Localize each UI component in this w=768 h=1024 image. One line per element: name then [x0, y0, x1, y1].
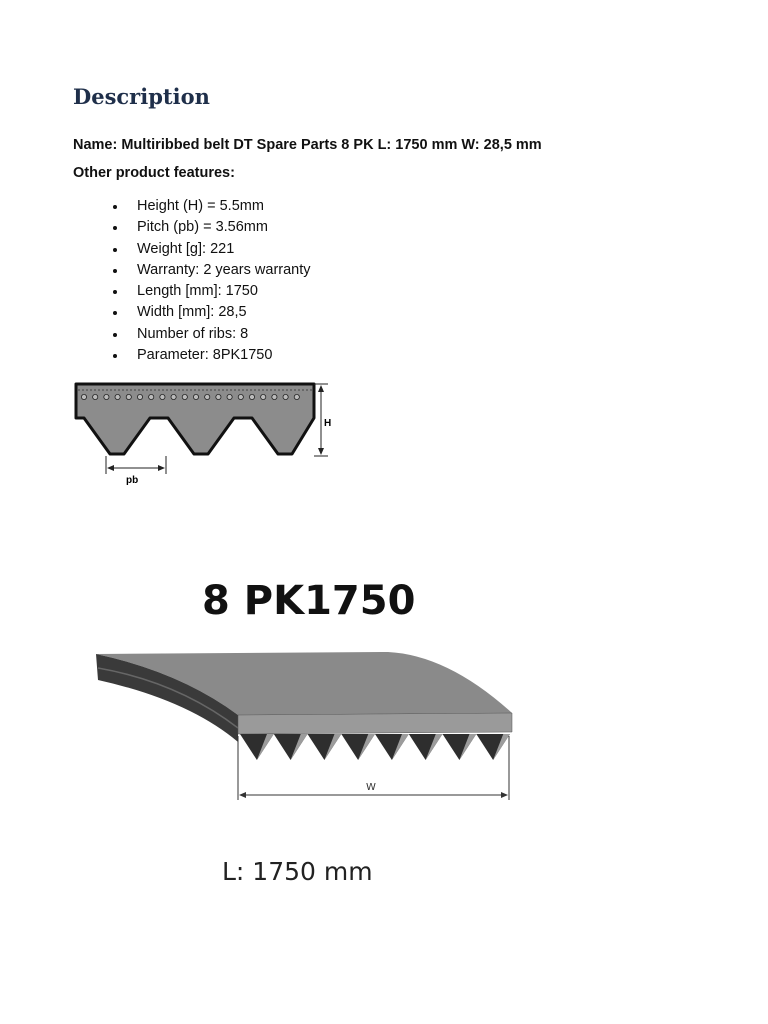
cord-dot — [171, 394, 176, 399]
list-item: Parameter: 8PK1750 — [110, 345, 311, 366]
belt-ribs — [240, 734, 510, 760]
list-item: Length [mm]: 1750 — [110, 281, 311, 302]
height-label: H — [324, 418, 332, 429]
list-item: Height (H) = 5.5mm — [110, 196, 311, 217]
list-item: Warranty: 2 years warranty — [110, 260, 311, 281]
cord-dot — [160, 394, 165, 399]
belt-front-band — [238, 713, 512, 734]
list-item: Weight [g]: 221 — [110, 239, 311, 260]
cord-dot — [227, 394, 232, 399]
cord-dot — [81, 394, 86, 399]
cord-dot — [137, 394, 142, 399]
cord-dot — [126, 394, 131, 399]
cord-dot — [294, 394, 299, 399]
cord-dot — [149, 394, 154, 399]
features-list — [110, 196, 311, 366]
width-label: W — [366, 782, 376, 793]
cord-dot — [272, 394, 277, 399]
features-label: Other product features: — [73, 165, 235, 181]
pitch-label: pb — [126, 475, 139, 486]
cord-dot — [182, 394, 187, 399]
cord-dot — [115, 394, 120, 399]
product-name: Name: Multiribbed belt DT Spare Parts 8 PK L: 1750 mm W: 28,5 mm — [73, 137, 542, 153]
cord-dot — [249, 394, 254, 399]
list-item: Pitch (pb) = 3.56mm — [110, 217, 311, 238]
cord-dot — [104, 394, 109, 399]
cord-dot — [238, 394, 243, 399]
cord-dot — [216, 394, 221, 399]
belt-illustration — [88, 560, 528, 900]
list-item: Number of ribs: 8 — [110, 324, 311, 345]
cord-dot — [193, 394, 198, 399]
cord-dot — [93, 394, 98, 399]
section-heading: Description — [73, 84, 210, 109]
list-item: Width [mm]: 28,5 — [110, 302, 311, 323]
belt-title: 8 PK1750 — [202, 578, 416, 624]
length-label: L: 1750 mm — [222, 857, 373, 886]
belt-profile-diagram — [70, 378, 340, 490]
cord-dot — [283, 394, 288, 399]
cord-dot — [205, 394, 210, 399]
cord-dot — [261, 394, 266, 399]
